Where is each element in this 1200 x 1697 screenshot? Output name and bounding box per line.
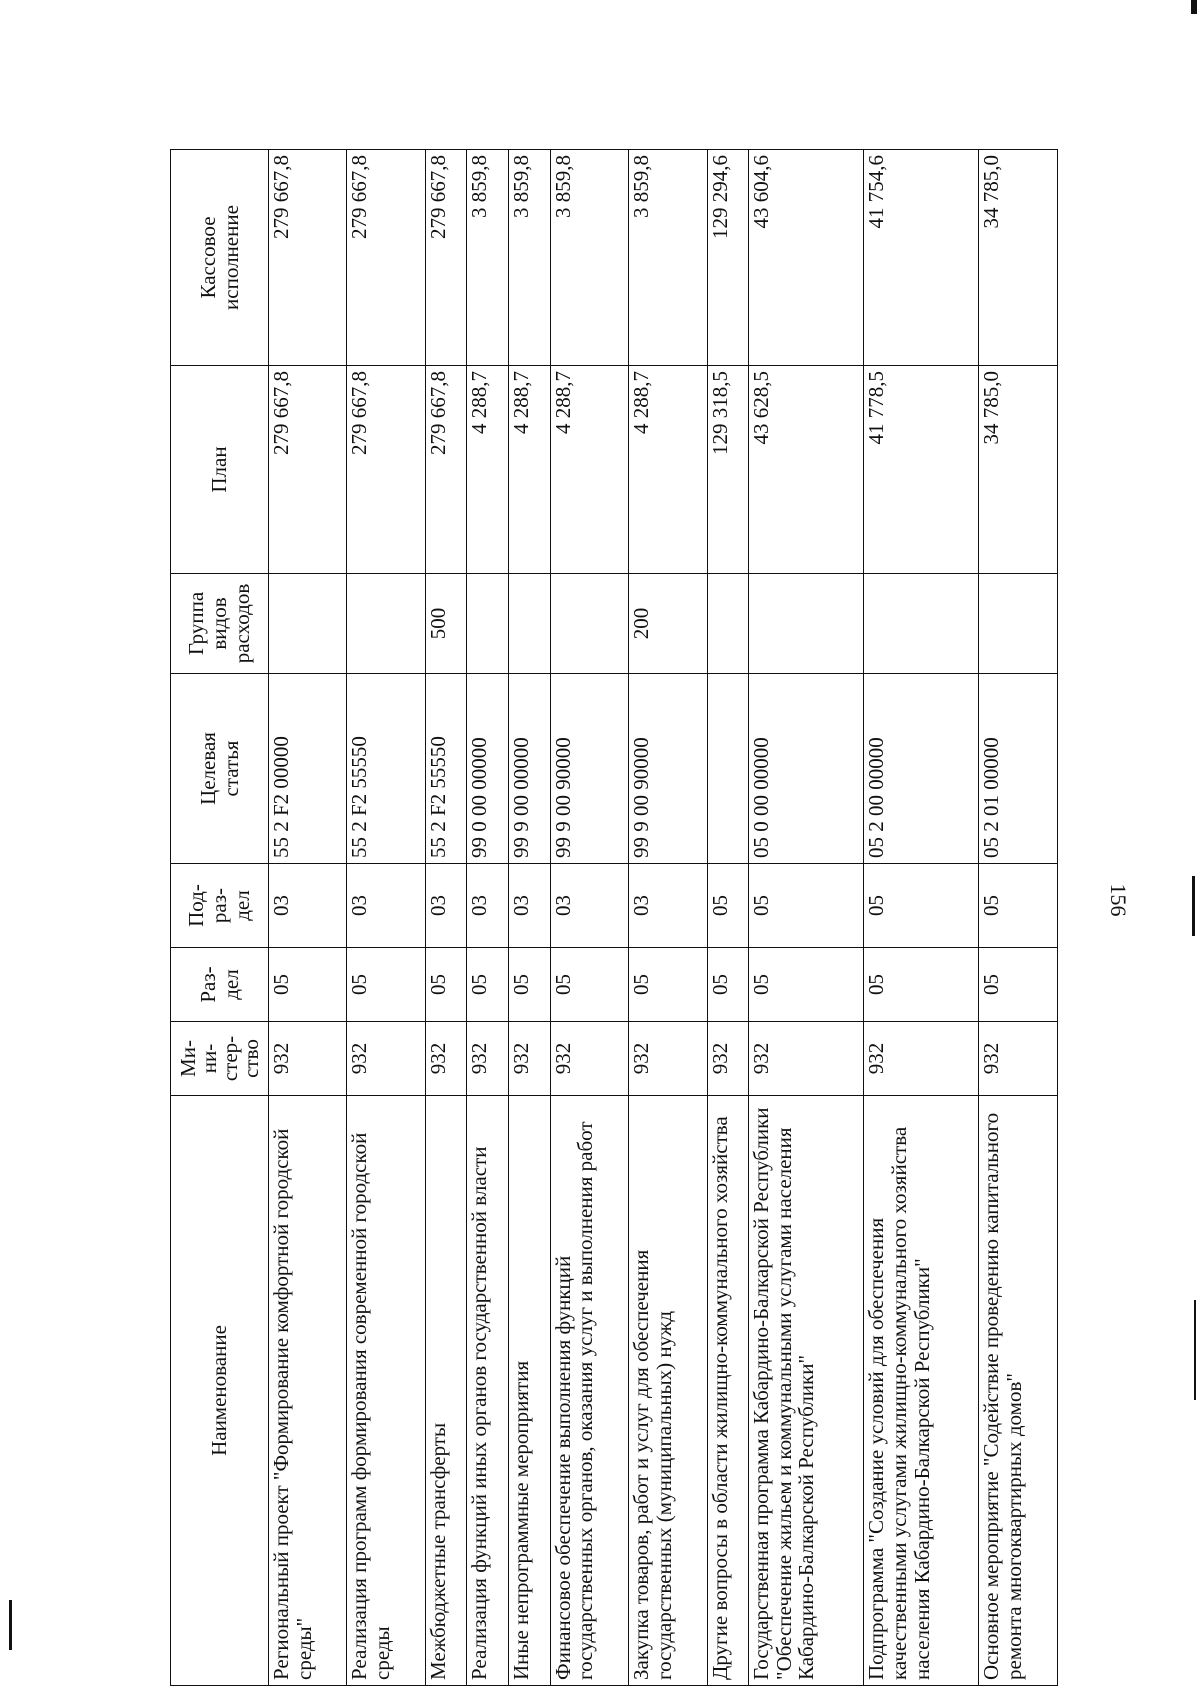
cell-name: Иные непрограммные мероприятия — [509, 1096, 551, 1686]
cell-plan: 279 667,8 — [425, 366, 467, 574]
table-row — [425, 150, 467, 1686]
cell-group — [979, 574, 1058, 674]
cell-execution: 41 754,6 — [864, 150, 979, 366]
cell-subsection: 05 — [864, 864, 979, 948]
cell-target: 05 2 01 00000 — [979, 674, 1058, 864]
cell-execution: 279 667,8 — [269, 150, 347, 366]
cell-target: 55 2 F2 55550 — [425, 674, 467, 864]
cell-subsection: 03 — [509, 864, 551, 948]
cell-group — [269, 574, 347, 674]
cell-section: 05 — [864, 948, 979, 1022]
cell-group — [467, 574, 509, 674]
page-number: 156 — [1106, 883, 1131, 917]
cell-name: Подпрограмма "Создание условий для обеспечения качественными услугами жилищно-коммунального хозяйства населения Кабардино-Балкарской Республики" — [864, 1096, 979, 1686]
cell-target: 55 2 F2 00000 — [269, 674, 347, 864]
cell-subsection: 05 — [707, 864, 749, 948]
cell-subsection: 03 — [425, 864, 467, 948]
cell-target: 99 9 00 00000 — [509, 674, 551, 864]
table-row — [269, 150, 347, 1686]
cell-execution: 3 859,8 — [629, 150, 707, 366]
cell-section: 05 — [347, 948, 425, 1022]
cell-plan: 4 288,7 — [509, 366, 551, 574]
scan-mark-bottom — [9, 1600, 12, 1650]
header-target: Целевая статья — [171, 674, 269, 864]
cell-ministry: 932 — [467, 1022, 509, 1096]
cell-target — [707, 674, 749, 864]
scan-mark-right-low — [1194, 1300, 1196, 1400]
cell-subsection: 03 — [347, 864, 425, 948]
cell-ministry: 932 — [749, 1022, 864, 1096]
cell-subsection: 03 — [467, 864, 509, 948]
cell-execution: 3 859,8 — [509, 150, 551, 366]
cell-section: 05 — [509, 948, 551, 1022]
cell-execution: 279 667,8 — [425, 150, 467, 366]
table-row — [467, 150, 509, 1686]
cell-name: Региональный проект "Формирование комфортной городской среды" — [269, 1096, 347, 1686]
cell-section: 05 — [425, 948, 467, 1022]
header-expense-group: Группа видов расходов — [171, 574, 269, 674]
cell-plan: 34 785,0 — [979, 366, 1058, 574]
header-subsection: Под- раз- дел — [171, 864, 269, 948]
cell-plan: 279 667,8 — [269, 366, 347, 574]
cell-name: Финансовое обеспечение выполнения функций государственных органов, оказания услуг и выполнения работ — [550, 1096, 628, 1686]
cell-target: 99 0 00 00000 — [467, 674, 509, 864]
header-name: Наименование — [171, 1096, 269, 1686]
table-row — [707, 150, 749, 1686]
cell-group — [749, 574, 864, 674]
header-plan: План — [171, 366, 269, 574]
cell-section: 05 — [269, 948, 347, 1022]
cell-section: 05 — [979, 948, 1058, 1022]
table-row — [629, 150, 707, 1686]
cell-plan: 41 778,5 — [864, 366, 979, 574]
cell-execution: 3 859,8 — [467, 150, 509, 366]
cell-group: 500 — [425, 574, 467, 674]
cell-plan: 4 288,7 — [550, 366, 628, 574]
cell-name: Реализация функций иных органов государственной власти — [467, 1096, 509, 1686]
header-execution: Кассовое исполнение — [171, 150, 269, 366]
cell-section: 05 — [467, 948, 509, 1022]
cell-subsection: 05 — [749, 864, 864, 948]
cell-section: 05 — [707, 948, 749, 1022]
cell-ministry: 932 — [550, 1022, 628, 1096]
table-row — [347, 150, 425, 1686]
header-section: Раз- дел — [171, 948, 269, 1022]
cell-section: 05 — [749, 948, 864, 1022]
cell-execution: 3 859,8 — [550, 150, 628, 366]
cell-name: Межбюджетные трансферты — [425, 1096, 467, 1686]
cell-execution: 129 294,6 — [707, 150, 749, 366]
cell-target: 99 9 00 90000 — [550, 674, 628, 864]
rotated-table-wrapper — [170, 150, 1058, 1686]
cell-target: 55 2 F2 55550 — [347, 674, 425, 864]
cell-ministry: 932 — [269, 1022, 347, 1096]
cell-group — [707, 574, 749, 674]
scan-mark-top — [1191, 0, 1197, 14]
cell-plan: 4 288,7 — [467, 366, 509, 574]
scan-mark-right — [1192, 876, 1195, 936]
cell-target: 99 9 00 90000 — [629, 674, 707, 864]
cell-ministry: 932 — [425, 1022, 467, 1096]
cell-section: 05 — [550, 948, 628, 1022]
cell-ministry: 932 — [629, 1022, 707, 1096]
cell-ministry: 932 — [979, 1022, 1058, 1096]
cell-plan: 4 288,7 — [629, 366, 707, 574]
cell-group — [347, 574, 425, 674]
cell-name: Другие вопросы в области жилищно-коммунального хозяйства — [707, 1096, 749, 1686]
cell-section: 05 — [629, 948, 707, 1022]
table-row — [749, 150, 864, 1686]
budget-table — [170, 149, 1058, 1686]
cell-name: Реализация программ формирования современной городской среды — [347, 1096, 425, 1686]
table-row — [550, 150, 628, 1686]
cell-subsection: 05 — [979, 864, 1058, 948]
cell-execution: 279 667,8 — [347, 150, 425, 366]
cell-ministry: 932 — [707, 1022, 749, 1096]
table-header-row — [171, 150, 269, 1686]
cell-name: Закупка товаров, работ и услуг для обеспечения государственных (муниципальных) нужд — [629, 1096, 707, 1686]
cell-plan: 43 628,5 — [749, 366, 864, 574]
cell-subsection: 03 — [269, 864, 347, 948]
header-ministry: Ми- ни- стер- ство — [171, 1022, 269, 1096]
cell-target: 05 2 00 00000 — [864, 674, 979, 864]
cell-name: Основное мероприятие "Содействие проведению капитального ремонта многоквартирных домов" — [979, 1096, 1058, 1686]
cell-ministry: 932 — [347, 1022, 425, 1096]
cell-group — [550, 574, 628, 674]
cell-ministry: 932 — [864, 1022, 979, 1096]
cell-group: 200 — [629, 574, 707, 674]
cell-target: 05 0 00 00000 — [749, 674, 864, 864]
cell-subsection: 03 — [550, 864, 628, 948]
cell-ministry: 932 — [509, 1022, 551, 1096]
cell-plan: 279 667,8 — [347, 366, 425, 574]
cell-execution: 43 604,6 — [749, 150, 864, 366]
cell-group — [509, 574, 551, 674]
table-row — [509, 150, 551, 1686]
cell-subsection: 03 — [629, 864, 707, 948]
table-row — [979, 150, 1058, 1686]
cell-group — [864, 574, 979, 674]
cell-execution: 34 785,0 — [979, 150, 1058, 366]
table-row — [864, 150, 979, 1686]
cell-plan: 129 318,5 — [707, 366, 749, 574]
cell-name: Государственная программа Кабардино-Балкарской Республики "Обеспечение жильем и коммунальными услугами населения Кабардино-Балкарской Республики" — [749, 1096, 864, 1686]
